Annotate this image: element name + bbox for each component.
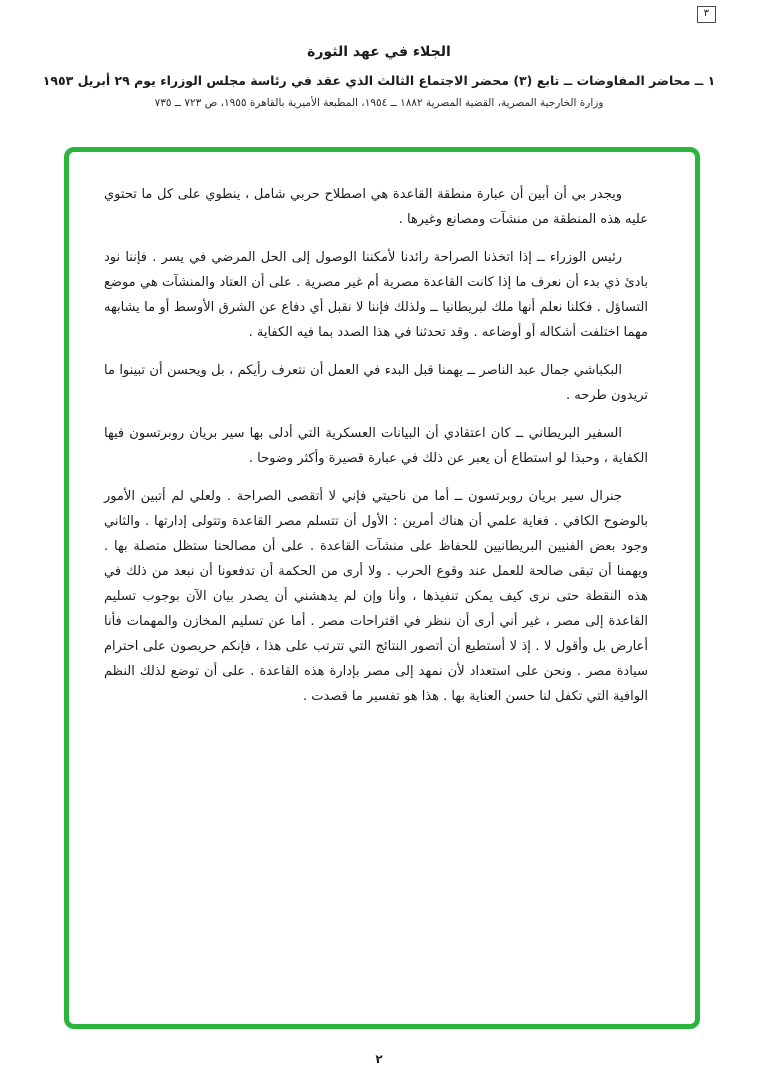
- page-number: ٢: [375, 1052, 383, 1066]
- paragraph-nasser: البكباشي جمال عبد الناصر ــ يهمنا قبل البدء في العمل أن نتعرف رأيكم ، بل ويحسن أن تبينوا ما تريدون طرحه .: [104, 363, 648, 403]
- paragraph-general-robertson: جنرال سير بريان روبرتسون ــ أما من ناحيتي فإني لا أتقصى الصراحة . ولعلي لم أتبين الأمور بالوضوح الكافي . فغاية علمي أن هناك أمرين : الأول أن تتسلم مصر القاعدة وتتولى إدارتها . والثاني وجود بعض الفنيين البريطانيين للحفاظ على منشآت القاعدة . على أن مصالحنا ستظل متصلة بها . ويهمنا أن تبقى صالحة للعمل عند وقوع الحرب . ولا أرى من الحكمة أن تدفعونا أن نبعد من ذلك في هذه النقطة حتى نرى كيف يمكن تنفيذها ، وأنا وإن لم يدهشني أن يصدر بيان الآن بوجوب تسليم القاعدة إلى مصر ، غير أني أرى أن ننظر في اقتراحات مصر . أما عن تسليم المخازن والمهمات فأنا أعارض بل وأقول لا . إذ لا أستطيع أن أتصور النتائج التي تترتب على هذا ، فإنكم حريصون على احترام سيادة مصر . ونحن على استعداد لأن نمهد إلى مصر بإدارة هذه القاعدة . على أن توضع لذلك النظم الوافية التي تكفل لنا حسن العناية بها . هذا هو تفسير ما قصدت .: [104, 489, 648, 704]
- corner-page-marker: ٣: [697, 6, 716, 23]
- document-header: [0, 0, 758, 109]
- paragraph-intro: ويجدر بي أن أبين أن عبارة منطقة القاعدة هي اصطلاح حربي شامل ، ينطوي على كل ما تحتوي عليه هذه المنطقة من منشآت ومصانع وغيرها .: [104, 187, 648, 227]
- page-title: الجلاء في عهد الثورة: [307, 44, 451, 60]
- document-body: [104, 182, 648, 722]
- paragraph-british-ambassador: السفير البريطاني ــ كان اعتقادي أن البيانات العسكرية التي أدلى بها سير بريان روبرتسون فيها الكفاية ، وحبذا لو استطاع أن يعبر عن ذلك في عبارة قصيرة وأكثر وضوحا .: [104, 426, 648, 466]
- document-subtitle: ١ ــ محاضر المفاوضات ــ تابع (٣) محضر الاجتماع الثالث الذي عقد في رئاسة مجلس الوزراء يوم ٢٩ أبريل ١٩٥٣: [42, 73, 716, 88]
- paragraph-prime-minister: رئيس الوزراء ــ إذا اتخذنا الصراحة رائدنا لأمكننا الوصول إلى الحل المرضي في يسر . فإننا نود بادئ ذي بدء أن نعرف ما إذا كانت القاعدة مصرية أم غير مصرية . على أن العتاد والمنشآت هي موضع التساؤل . فكلنا نعلم أنها ملك لبريطانيا ــ ولذلك فإننا لا نقبل أي دفاع عن الشرق الأوسط أو ما يشابهه مهما اختلفت أشكاله أو أوضاعه . وقد تحدثنا في هذا الصدد بما فيه الكفاية .: [104, 250, 648, 340]
- source-citation-line: وزارة الخارجية المصرية، القضية المصرية ١٨٨٢ ــ ١٩٥٤، المطبعة الأميرية بالقاهرة ١٩٥٥، ص ٧٢٣ ــ ٧٣٥: [154, 97, 604, 109]
